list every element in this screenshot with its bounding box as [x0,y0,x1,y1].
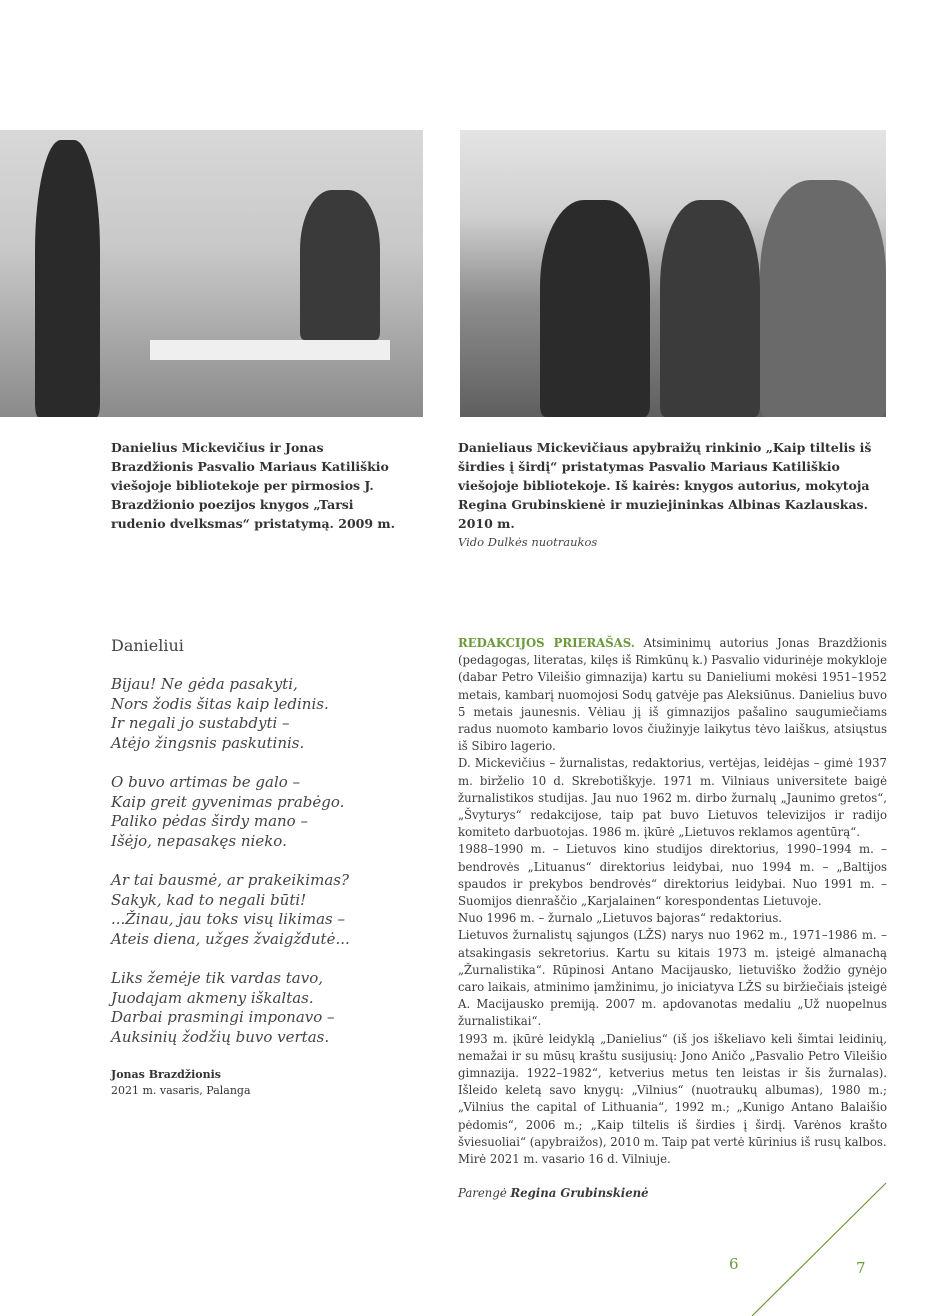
note-paragraph: 1993 m. įkūrė leidyklą „Danielius“ (iš jos iškeliavo keli šimtai leidinių, nemažai ir su mūsų kraštu susijusių: Jono Aničo „Pasvalio Petro Vileišio gimnazija. 1922–1982“, ketverius metus ten leistas ir šis žurnalas). Išleido keletą savo knygų: „Vilnius“ (nuotraukų albumas), 1980 m.; „Vilnius the capital of Lithuania“, 1992 m.; „Kunigo Antano Balaišio pėdomis“, 2006 m.; „Kaip tiltelis iš širdies į širdį. Varėnos krašto šviesuoliai“ (apybraižos), 2010 m. Taip pat vertė kūrinius iš rusų kalbos. [458,1031,887,1149]
note-paragraph: D. Mickevičius – žurnalistas, redaktorius, vertėjas, leidėjas – gimė 1937 m. birželio 10 d. Skrebotiškyje. 1971 m. Vilniaus universitete baigė žurnalistikos studijas. Jau nuo 1962 m. dirbo žurnalų „Jaunimo gretos“, „Švyturys“ redakcijose, taip pat buvo Lietuvos televizijos ir radijo komiteto darbuotojas. 1986 m. įkūrė „Lietuvos reklamos agentūrą“. [458,756,887,840]
poem-line: Ir negali jo sustabdyti – [111,714,290,733]
poem-line: ...Žinau, jau toks visų likimas – [111,910,345,929]
poem-line: Bijau! Ne gėda pasakyti, [111,675,298,693]
page-number-right: 7 [856,1259,866,1277]
note-heading: REDAKCIJOS PRIERAŠAS. [458,636,635,650]
note-paragraph: Lietuvos žurnalistų sąjungos (LŽS) narys nuo 1962 m., 1971–1986 m. – atsakingasis sekretorius. Kartu su kitais 1973 m. įsteigė almanachą „Žurnalistika“. Rūpinosi Antano Macijausko, lietuviško žodžio gynėjo caro laikais, atminimo įamžinimu, jo iniciatyva LŽS su biržiečiais įsteigė A. Macijausko premiją. 2007 m. apdovanotas medaliu „Už nuopelnus žurnalistikai“. [458,928,887,1029]
note-paragraph: Atsiminimų autorius Jonas Brazdžionis (pedagogas, literatas, kilęs iš Rimkūnų k.) Pasvalio vidurinėje mokykloje (dabar Petro Vileišio gimnazija) kartu su Danieliumi mokėsi 1951–1952 metais, kambarį nuomojosi Sodų gatvėje pas Aleksiūnus. Danielius buvo 5 metais jaunesnis. Vėliau jį iš gimnazijos pašalino saugumiečiams radus nuomoto kambario lovos čiužinyje laikytus tėvo laiškus, atsiųstus iš Sibiro lagerio. [458,636,888,754]
poem-line: Ar tai bausmė, ar prakeikimas? [111,870,350,889]
poem-title: Danieliui [111,636,184,655]
note-paragraph: Mirė 2021 m. vasario 16 d. Vilniuje. [458,1152,671,1167]
poem-line: Liks žemėje tik vardas tavo, [111,968,324,987]
poem-line: Sakyk, kad to negali būti! [111,890,307,909]
note-paragraph: 1988–1990 m. – Lietuvos kino studijos direktorius, 1990–1994 m. – bendrovės „Lituanus“ direktorius leidybai, nuo 1994 m. – „Baltijos spaudos ir prekybos bendrovės“ direktorius leidybai. Nuo 1991 m. – Suomijos dienraščio „Karjalainen“ korespondentas Lietuvoje. [458,842,887,909]
poem-line: Auksinių žodžių buvo vertas. [111,1027,330,1046]
note-paragraph: Nuo 1996 m. – žurnalo „Lietuvos bajoras“ redaktorius. [458,911,783,926]
poem-line: Darbai prasmingi imponavo – [111,1008,335,1027]
poem-line: Paliko pėdas širdy mano – [111,812,308,831]
poem-line: Nors žodis šitas kaip ledinis. [111,694,329,713]
poem-author: Jonas Brazdžionis [111,1068,221,1081]
poem-line: Ateis diena, užges žvaigždutė... [111,929,350,948]
poem-line: O buvo artimas be galo – [111,772,301,791]
prepared-label: Parengė [458,1186,507,1201]
page-number-left: 6 [729,1255,739,1273]
poem-line: Kaip greit gyvenimas prabėgo. [111,792,345,811]
prepared-name: Regina Grubinskienė [510,1186,649,1201]
poem-line: Juodajam akmeny iškaltas. [111,988,314,1007]
poem-line: Išėjo, nepasakęs nieko. [111,831,287,850]
caption-text: Danieliaus Mickevičiaus apybraižų rinkinio „Kaip tiltelis iš širdies į širdį“ pristatymas Pasvalio Mariaus Katiliškio viešojoje bibliotekoje. Iš kairės: knygos autorius, mokytoja Regina Grubinskienė ir muziejininkas Albinas Kazlauskas. 2010 m. [458,440,872,531]
caption-text: Danielius Mickevičius ir Jonas Brazdžionis Pasvalio Mariaus Katiliškio viešojoje bibliotekoje per pirmosios J. Brazdžionio poezijos knygos „Tarsi rudenio dvelksmas“ pristatymą. 2009 m. [111,440,395,531]
poem-line: Atėjo žingsnis paskutinis. [111,733,305,752]
photo-credit: Vido Dulkės nuotraukos [458,535,598,549]
poem-date: 2021 m. vasaris, Palanga [111,1084,251,1097]
